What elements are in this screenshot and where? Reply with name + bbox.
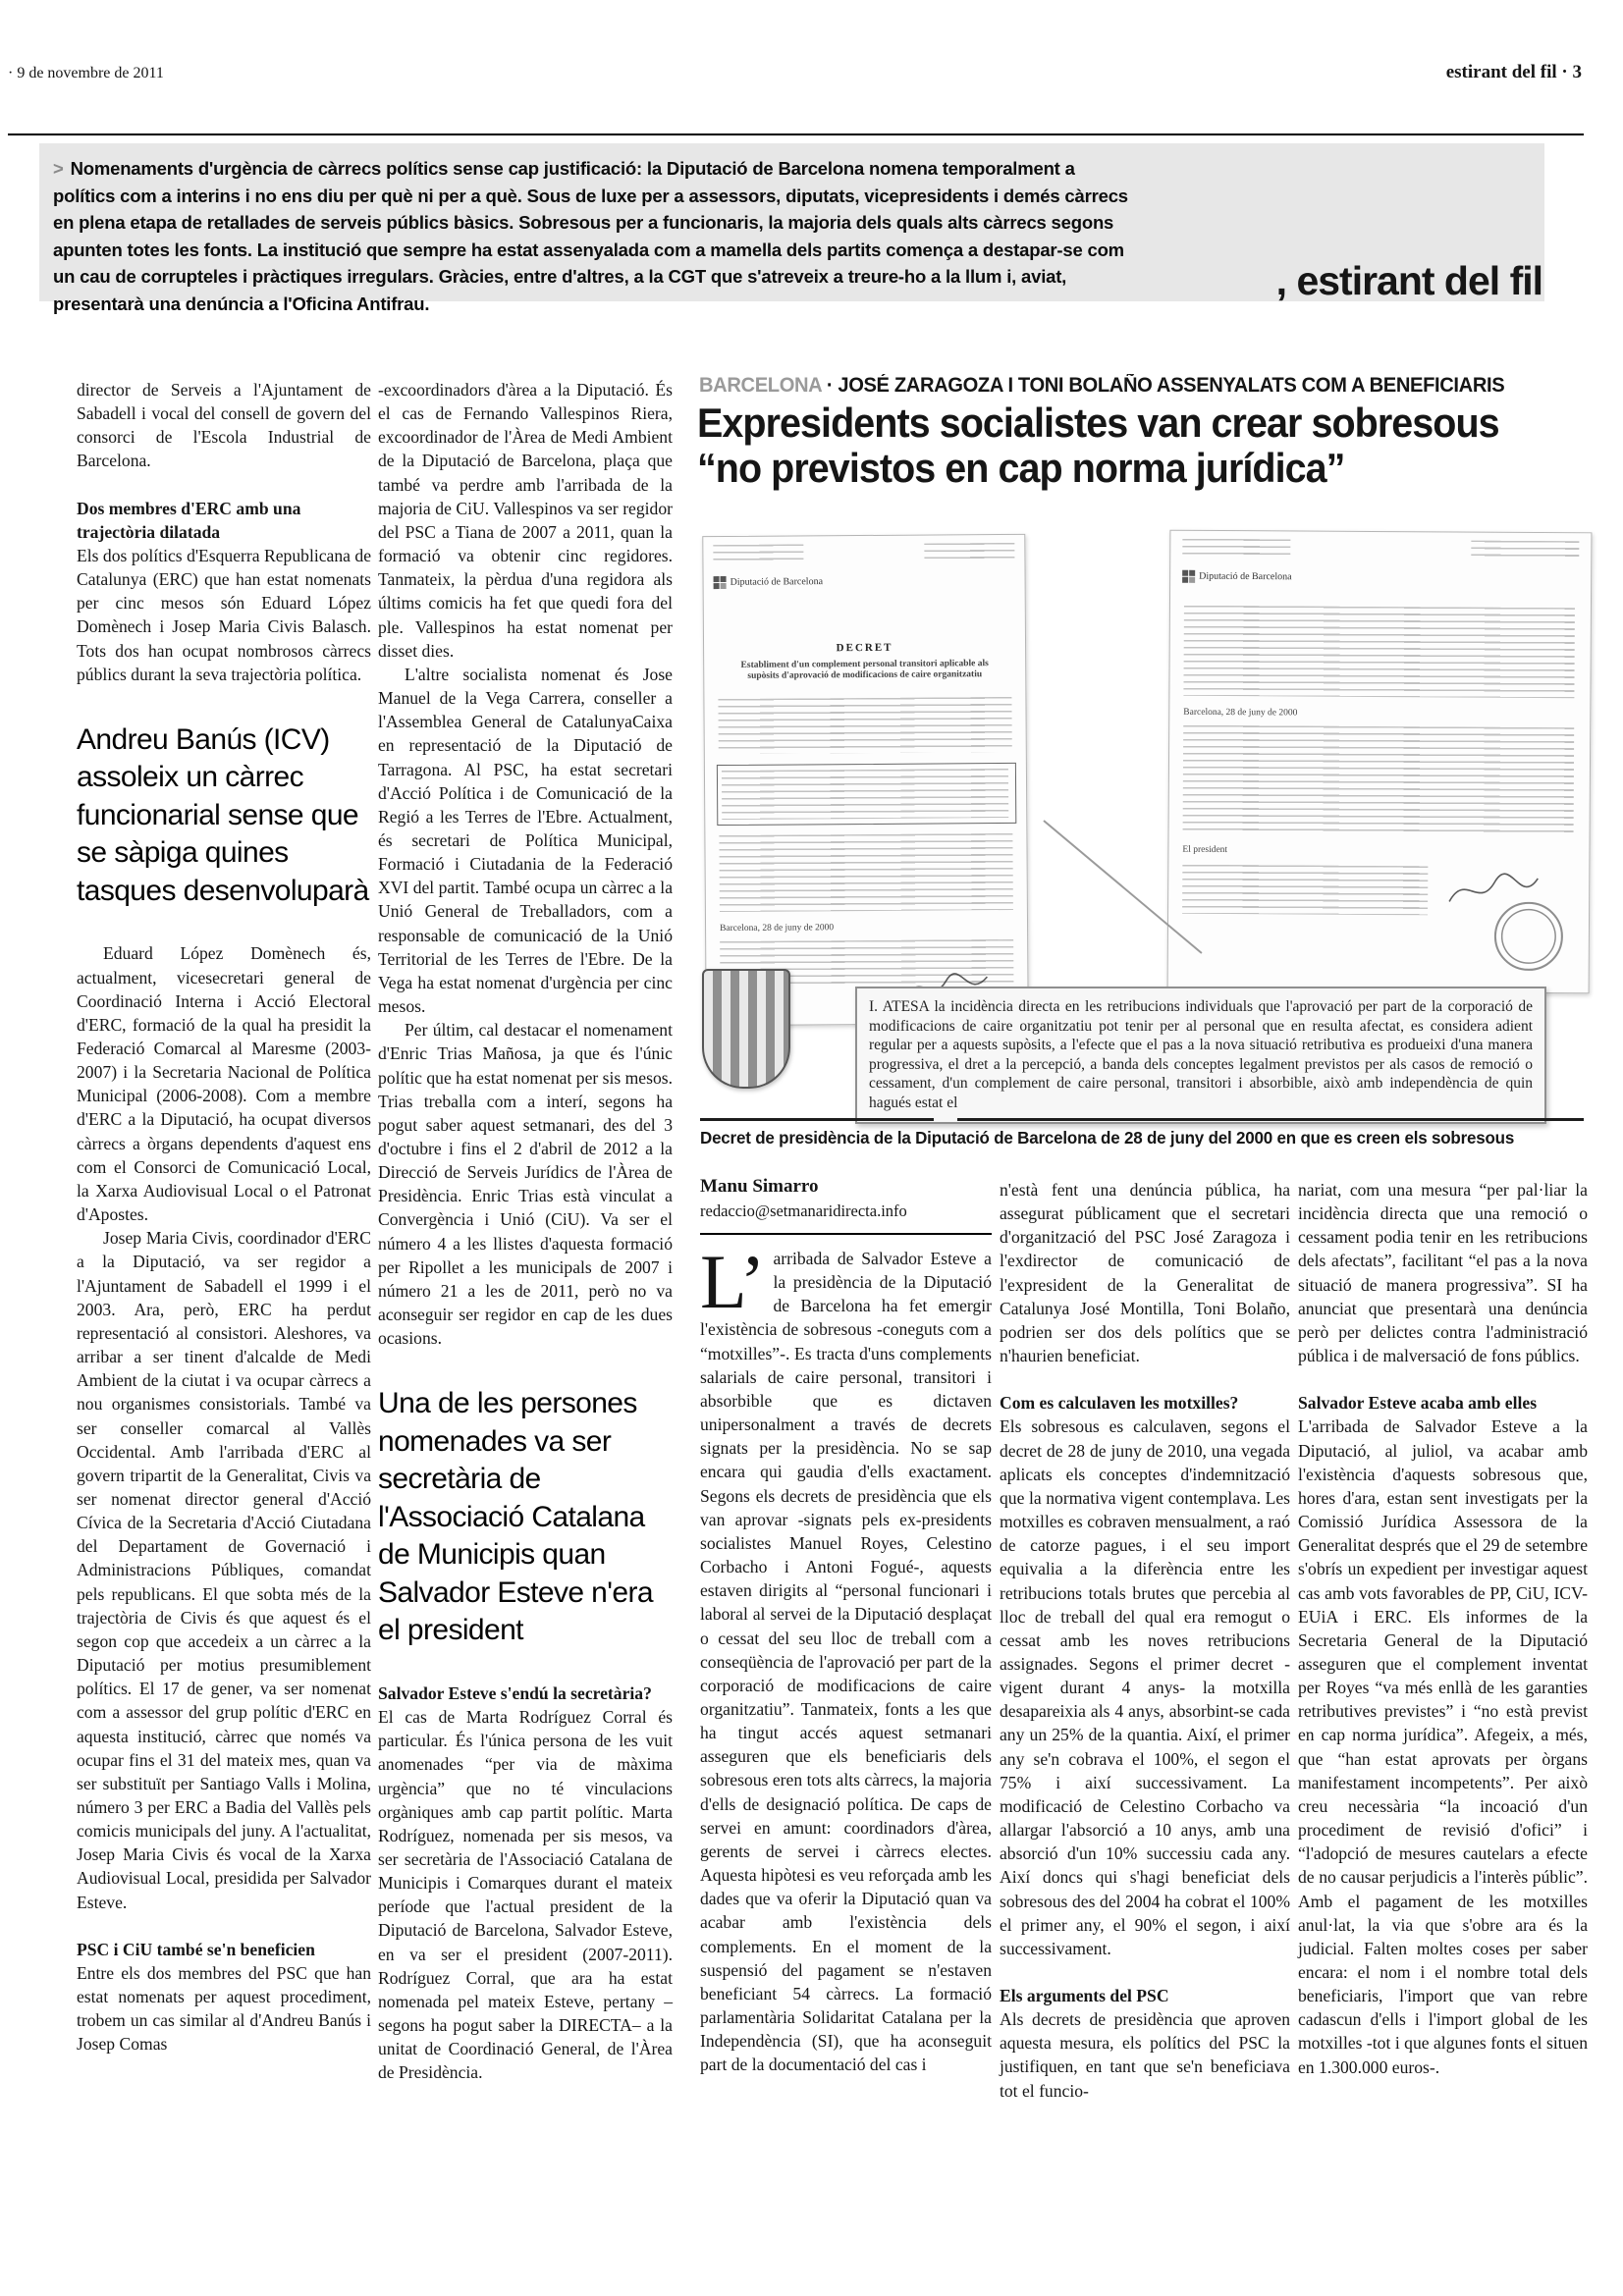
diputacio-logo-icon — [714, 576, 727, 589]
headline-line2: “no previstos en cap norma jurídica” — [697, 445, 1345, 491]
body-paragraph: L'arribada de Salvador Esteve a la Diputació, al juliol, va acabar amb l'existència d'aquests sobresous que, hores d'ara, estan sent investigats per la Comissió Jurídica Assessora de la Generalitat després que el 29 de setembre s'obrís un expedient per investigar aquest cas amb vots favorables de PP, CiU, ICV-EUiA i ERC. Els informes de la Secretaria General de la Diputació asseguren que el complement inventat per Royes “va més enllà de les garanties retributives previstes” i “no està previst en cap norma jurídica”. Afegeix, a més, que “han estat aprovats per òrgans manifestament incompetents”. Per això creu necessària “la incoació d'un procediment de revisió d'ofici” i “l'adopció de mesures cautelars a efecte de no causar perjudicis a l'interès públic”. Amb el pagament de les motxilles anul·lat, la via que s'obre ara és la judicial. Falten moltes coses per saber encara: el nom i el nombre total dels beneficiaris, l'import que van rebre cadascun d'ells i l'import global de les motxilles -tot i que algunes fonts el situen en 1.300.000 euros-. — [1298, 1416, 1588, 2077]
crest-icon — [702, 969, 790, 1089]
decree-document-page2 — [1167, 530, 1593, 994]
body-paragraph: Els sobresous es calculaven, segons el decret de 28 de juny de 2010, una vegada aplicats els conceptes d'indemnització que la normativa vigent contemplava. Les motxilles es cobraven mensualment, a raó de catorze pagues, i el seu import equivalia a la diferència entre les retribucions totals brutes que percebia al lloc de treball del qual era remogut o cessat amb les noves retribucions assignades. Segons el primer decret -vigent durant 4 anys- la motxilla desapareixia als 4 anys, absorbint-se cada any un 25% de la quantia. Així, el primer any se'n cobrava el 100%, el segon el 75% i així successivament. La modificació de Celestino Corbacho va allargar l'absorció a 10 anys, amb una absorció d'un 10% successiu cada any. Així doncs qui s'hagi beneficiat dels sobresous des del 2004 ha cobrat el 100% el primer any, el 90% el segon, i així successivament. — [1000, 1416, 1290, 1958]
headline-line1: Expresidents socialistes van crear sobresous — [697, 400, 1499, 446]
body-text-lines — [718, 697, 1011, 754]
subhead: Els arguments del PSC — [1000, 1986, 1169, 2005]
letterhead-lines — [1182, 539, 1290, 560]
header-rule — [8, 133, 1584, 135]
clause-text-lines — [722, 769, 1008, 820]
figure-caption: Decret de presidència de la Diputació de Barcelona de 28 de juny del 2000 en que es creen els sobresous — [700, 1128, 1515, 1148]
kicker-text: · JOSÉ ZARAGOZA I TONI BOLAÑO ASSENYALATS COM A BENEFICIARIS — [826, 374, 1505, 397]
column-2 — [378, 378, 673, 2085]
body-paragraph: Els dos polítics d'Esquerra Republicana de Catalunya (ERC) que han estat nomenats per cinc mesos són Eduard López Domènech i Josep Maria Civis Balasch. Tots dos han ocupat nombrosos càrrecs públics durant la seva trajectòria política. — [77, 545, 371, 684]
diputacio-letterhead: Diputació de Barcelona — [1182, 570, 1291, 584]
section-intro-text — [53, 155, 1138, 318]
subhead: Salvador Esteve s'endú la secretària? — [378, 1682, 652, 1703]
pull-quote: Una de les persones nomenades va ser secretària de l'Associació Catalana de Municipis quan Salvador Esteve n'era el president — [378, 1387, 653, 1647]
author-email: redaccio@setmanaridirecta.info — [700, 1201, 907, 1220]
decret-subject: Establiment d'un complement personal transitori aplicable als supòsits d'aprovació de modificacions de caire organitzatiu — [740, 659, 989, 681]
column-3 — [700, 1239, 992, 2076]
figure-bottom-rule — [700, 1118, 934, 1121]
body-text-lines — [719, 833, 1013, 912]
subhead: Salvador Esteve acaba amb elles — [1298, 1393, 1538, 1414]
kicker-location: BARCELONA — [699, 374, 822, 397]
byline — [700, 1176, 992, 1235]
letterhead-lines — [924, 543, 1014, 563]
body-text-lines — [1182, 865, 1428, 916]
body-paragraph: L'altre socialista nomenat és Jose Manuel de la Vega Carrera, conseller a l'Assemblea General de CatalunyaCaixa en representació de la Diputació de Tarragona. Al PSC, ha estat secretari d'Acció Política i de Comunicació de la Regió a les Terres de l'Ebre. Actualment, és secretari de Política Municipal, Formació i Ciutadania de la Federació XVI del partit. També ocupa un càrrec a la Unió General de Treballadors, com a responsable de comunicació de la Unió Territorial de les Terres de l'Ebre. De la Vega ha estat nomenat d'urgència per cinc mesos. — [378, 664, 673, 1017]
decree-document-page1 — [702, 534, 1028, 1026]
intro-paragraph: Nomenaments d'urgència de càrrecs polítics sense cap justificació: la Diputació de Barcelona nomena temporalment a polítics com a interins i no ens diu per què ni per a què. Sous de luxe per a assessors, diputats, vicepresidents i demés càrrecs en plena etapa de retallades de serveis públics bàsics. Sobresous per a funcionaris, la majoria dels quals alts càrrecs segons apunten totes les fonts. La institució que sempre ha estat assenyalada com a mamella dels partits comença a destapar-se com un cau de corrupteles i pràctiques irregulars. Gràcies, entre d'altres, a la CGT que s'atreveix a treure-ho a la llum i, aviat, presentarà una denúncia a l'Oficina Antifrau. — [53, 158, 1128, 314]
decree-scan-figure — [700, 525, 1588, 1119]
byline-rule — [700, 1233, 992, 1235]
decret-signoff: El president — [1182, 844, 1228, 856]
decret-date: Barcelona, 28 de juny de 2000 — [1183, 707, 1298, 719]
diputacio-logo-icon — [1182, 570, 1195, 583]
body-paragraph: Als decrets de presidència que aproven aquesta mesura, els polítics del PSC la justifiquen, en tant que se'n beneficiava tot el funcio- — [1000, 2009, 1290, 2101]
column-1 — [77, 378, 371, 2056]
arrow-icon: > — [53, 158, 64, 179]
body-paragraph: director de Serveis a l'Ajuntament de Sabadell i vocal del consell de govern del consorci de l'Escola Industrial de Barcelona. — [77, 380, 371, 471]
diputacio-letterhead: Diputació de Barcelona — [714, 575, 823, 589]
column-4 — [1000, 1178, 1290, 2103]
author-name: Manu Simarro — [700, 1176, 819, 1197]
body-paragraph: Josep Maria Civis, coordinador d'ERC a la Diputació, va ser regidor a l'Ajuntament de Sabadell el 1999 i el 2003. Ara, però, ERC ha perdut representació al consistori. Aleshores, va arribar a ser tinent d'alcalde de Medi Ambient de la ciutat i va ocupar càrrecs a nou organismes consistorials. També va ser conseller comarcal al Vallès Occidental. Amb l'arribada d'ERC al govern tripartit de la Generalitat, Civis va ser nomenat director general d'Acció Cívica de la Secretaria d'Acció Ciutadana del Departament de Governació i Administracions Públiques, comandat pels republicans. El que sobta més de la trajectòria de Civis és que aquest és el segon cop que accedeix a un càrrec a la Diputació per motius presumiblement polítics. El 17 de gener, va ser nomenat com a assessor del grup polític d'ERC en aquesta institució, càrrec que només va ocupar fins el 31 del mateix mes, quan va ser substituït per Santiago Valls i Molina, número 3 per ERC a Badia del Vallès pels comicis municipals del juny. A l'actualitat, Josep Maria Civis és vocal de la Xarxa Audiovisual Local, presidida per Salvador Esteve. — [77, 1228, 371, 1912]
body-paragraph: Entre els dos membres del PSC que han estat nomenats per aquest procediment, trobem un cas similar al d'Andreu Banús i Josep Comas — [77, 1962, 371, 2055]
body-paragraph: Eduard López Domènech és, actualment, vicesecretari general de Coordinació Interna i Acció Electoral d'ERC, formació de la qual ha presidit la Federació Comarcal al Maresme (2003-2007) i la Secretaria Nacional de Política Municipal (2006-2008). Com a membre d'ERC a la Diputació, ha ocupat diversos càrrecs a òrgans dependents d'aquest ens com el Consorci de Comunicació Local, la Xarxa Audiovisual Local o el Patronat d'Apostes. — [77, 943, 371, 1225]
body-paragraph: L’ arribada de Salvador Esteve a la presidència de la Diputació de Barcelona ha fet emergir l'existència de sobresous -coneguts com a “motxilles”-. Es tracta d'uns complements salarials de caire personal, transitori i absorbible que es dictaven unipersonalment a través de decrets signats per la presidència. No se sap encara qui gaudia d'ells exactament. Segons els decrets de presidència que els van aprovar -signats pels ex-presidents socialistes Manuel Royes, Celestino Corbacho i Antoni Fogué-, aquests estaven dirigits al “personal funcionari i laboral al servei de la Diputació desplaçat o cessat del seu lloc de treball com a conseqüència de l'aprovació per part de la corporació de modificacions de caire organitzatiu”. Tanmateix, fonts a les que ha tingut accés aquest setmanari asseguren que els beneficiaris dels sobresous eren tots alts càrrecs, la majoria d'ells de designació política. De caps de servei en amunt: coordinadors d'àrea, gerents de servei i càrrecs electes. Aquesta hipòtesi es veu reforçada amb les dades que va oferir la Diputació quan va acabar amb l'existència dels complements. En el moment de la suspensió del pagament se n'estaven beneficiant 54 càrrecs. La formació parlamentària Solidaritat Catalana per la Independència (SI), que ha aconseguit part de la documentació del cas i — [700, 1239, 992, 2075]
section-title-pagenumber: estirant del fil · 3 — [1445, 62, 1582, 82]
drop-cap: L’ — [700, 1239, 766, 1324]
pull-quote: Andreu Banús (ICV) assoleix un càrrec funcionarial sense que se sàpiga quines tasques desenvoluparà — [77, 722, 369, 907]
body-text-lines — [1183, 606, 1575, 698]
decret-date: Barcelona, 28 de juny de 2000 — [720, 923, 835, 934]
section-intro-box — [39, 143, 1544, 314]
body-text-lines — [1183, 725, 1575, 835]
column-5 — [1298, 1178, 1588, 2079]
subhead: Dos membres d'ERC amb una trajectòria dilatada — [77, 498, 301, 542]
body-paragraph: n'està fent una denúncia pública, ha assegurat públicament que el secretari d'organització del PSC José Zaragoza i l'exdirector de comunicació de l'expresident de la Generalitat de Catalunya José Montilla, Toni Bolaño, podrien ser dos dels polítics que se n'haurien beneficiat. — [1000, 1180, 1290, 1366]
body-paragraph: -excoordinadors d'àrea a la Diputació. És el cas de Fernando Vallespinos Riera, excoordinador de l'Àrea de Medi Ambient de la Diputació de Barcelona, plaça que també va perdre amb l'arribada de la majoria de CiU. Vallespinos va ser regidor del PSC a Tiana de 2007 a 2011, quan la formació va obtenir cinc regidores. Tanmateix, la pèrdua d'una regidora als últims comicis ha fet que quedi fora del ple. Vallespinos ha estat nomenat per disset dies. — [378, 380, 673, 661]
series-title: , estirant del fil — [1275, 258, 1542, 303]
headline — [697, 400, 1601, 491]
letterhead-lines — [1471, 541, 1579, 561]
body-paragraph: nariat, com una mesura “per pal·liar la incidència directa que una remoció o cessament podia tenir en les retribucions dels afectats”, facilitant “el pas a la nova situació de manera progressiva”. SI ha anunciat que presentarà una denúncia però per delictes contra l'administració pública i de malversació de fons públics. — [1298, 1180, 1588, 1366]
subhead: PSC i CiU també se'n beneficien — [77, 1939, 315, 1959]
subhead: Com es calculaven les motxilles? — [1000, 1393, 1239, 1414]
body-paragraph: El cas de Marta Rodríguez Corral és particular. És l'única persona de les vuit anomenades “per via de màxima urgència” que no té vinculacions orgàniques amb cap partit polític. Marta Rodríguez, nomenada per sis mesos, va ser secretària de l'Associació Catalana de Municipis i Comarques durant el mateix període que l'actual president de la Diputació de Barcelona, Salvador Esteve, en va ser el president (2007-2011). Rodríguez Corral, que ara ha estat nomenada pel mateix Esteve, pertany –segons ha pogut saber la DIRECTA– a la unitat de Coordinació General, de l'Àrea de Presidència. — [378, 1707, 673, 2083]
letterhead-lines — [713, 544, 803, 564]
kicker — [699, 374, 1557, 398]
issue-date: · 9 de novembre de 2011 — [8, 65, 164, 81]
highlighted-clause-box — [717, 763, 1016, 826]
body-paragraph: Per últim, cal destacar el nomenament d'Enric Trias Mañosa, ja que és l'únic polític que ha estat nomenat per sis mesos. Trias treballa com a interí, segons ha pogut saber aquest setmanari, des del 3 d'octubre i fins el 2 d'abril de 2012 a la Direcció de Serveis Jurídics de l'Àrea de Presidència. Enric Trias està vinculat a Convergència i Unió (CiU). Va ser el número 4 a les llistes d'aquesta formació per Ripollet a les municipals de 2007 i número 21 a les de 2011, però no va aconseguir ser regidor en cap de les dues ocasions. — [378, 1020, 674, 1349]
round-stamp-icon — [1494, 902, 1563, 971]
figure-bottom-rule — [957, 1118, 1584, 1121]
decret-heading: DECRET — [836, 641, 893, 655]
magnified-clause-callout: I. ATESA la incidència directa en les retribucions individuals que l'aprovació per part de la corporació de modificacions de caire organitzatiu pot tenir per al personal que en resulta afectat, es considera adient regular per a aquests supòsits, a l'efecte que el pas a la nova situació retributiva es produeixi d'una manera progressiva, el dret a la percepció, a banda dels conceptes legalment previstos per als casos de remoció o cessament, d'un complement de caire personal, transitori i absorbible, això amb independència de quin hagués estat el — [855, 987, 1546, 1124]
